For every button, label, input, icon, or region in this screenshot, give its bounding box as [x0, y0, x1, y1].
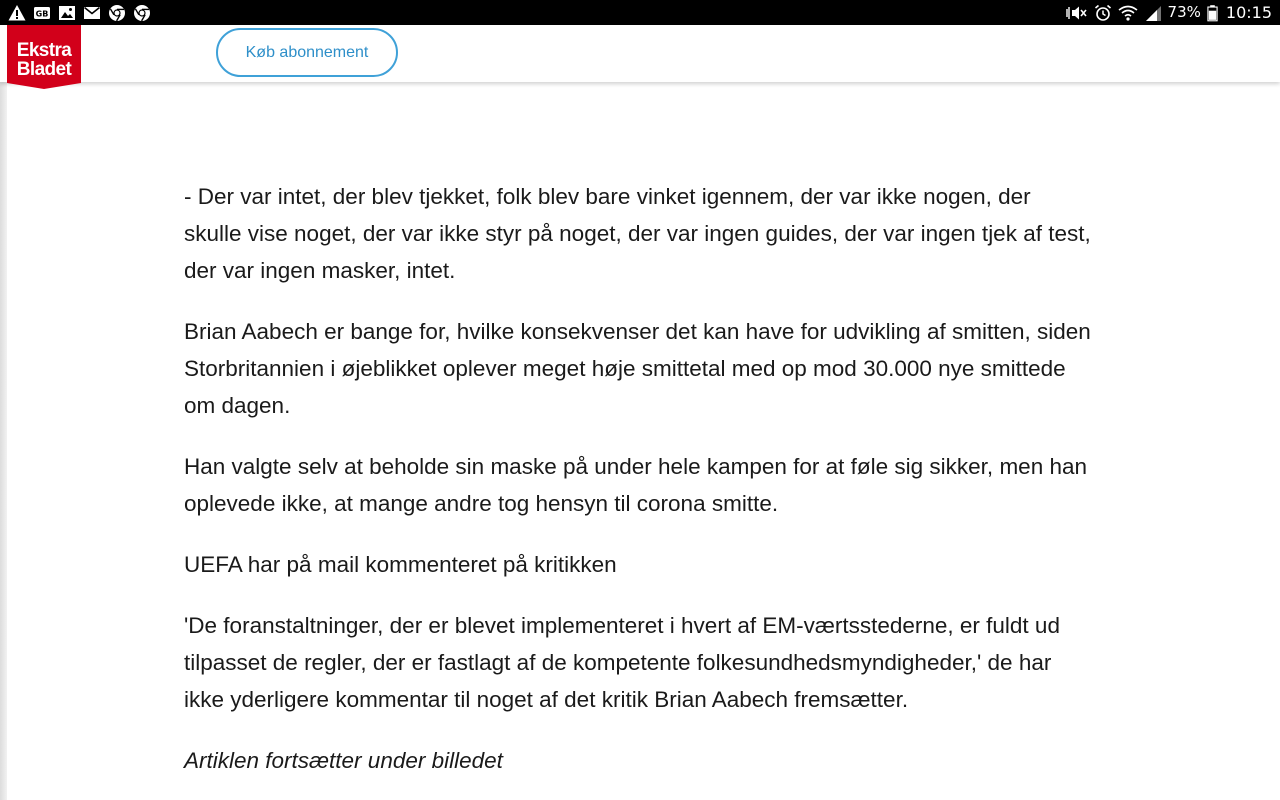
warning-icon — [8, 4, 26, 22]
alarm-icon — [1094, 4, 1112, 22]
logo-line1: Ekstra — [16, 40, 72, 61]
page-content — [0, 82, 1280, 800]
signal-icon — [1144, 4, 1162, 22]
battery-percentage: 73% — [1167, 3, 1201, 21]
ekstra-bladet-logo[interactable] — [7, 25, 81, 89]
chrome-icon — [108, 4, 126, 22]
article-paragraph: Han valgte selv at beholde sin maske på under hele kampen for at føle sig sikker, men han oplevede ikke, at mange andre tog hensyn til corona smitte. — [184, 454, 1087, 516]
svg-text:GB: GB — [35, 9, 49, 18]
article-paragraph: Brian Aabech er bange for, hvilke konsekvenser det kan have for udvikling af smitten, siden Storbritannien i øjeblikket oplever meget høje smittetal med op mod 30.000 nye smittede om dagen. — [184, 319, 1091, 418]
battery-icon — [1207, 4, 1218, 22]
site-header — [0, 25, 1280, 82]
logo-line2: Bladet — [16, 59, 72, 80]
chrome-icon — [133, 4, 151, 22]
article-body — [184, 178, 1094, 800]
clock: 10:15 — [1225, 3, 1272, 22]
mail-icon — [83, 4, 101, 22]
status-bar-system — [1066, 3, 1272, 22]
bidi-icon — [33, 4, 51, 22]
page-edge-shadow — [0, 82, 7, 800]
status-bar-notifications — [8, 3, 151, 22]
article-continue-note: Artiklen fortsætter under billedet — [184, 748, 503, 773]
status-bar — [0, 0, 1280, 25]
wifi-icon — [1118, 4, 1138, 22]
image-icon — [58, 4, 76, 22]
article-paragraph: - Der var intet, der blev tjekket, folk blev bare vinket igennem, der var ikke nogen, der skulle vise noget, der var ikke styr på noget, der var ingen guides, der var ingen tjek af test, der var ingen masker, intet. — [184, 184, 1091, 283]
vibrate-mute-icon — [1066, 4, 1088, 22]
subscribe-button[interactable]: Køb abonnement — [216, 28, 398, 77]
article-paragraph: 'De foranstaltninger, der er blevet implementeret i hvert af EM-værtsstederne, er fuldt ud tilpasset de regler, der er fastlagt af de kompetente folkesundhedsmyndigheder,' de har ikke yderligere kommentar til noget af det kritik Brian Aabech fremsætter. — [184, 613, 1060, 712]
article-paragraph: UEFA har på mail kommenteret på kritikken — [184, 552, 617, 577]
